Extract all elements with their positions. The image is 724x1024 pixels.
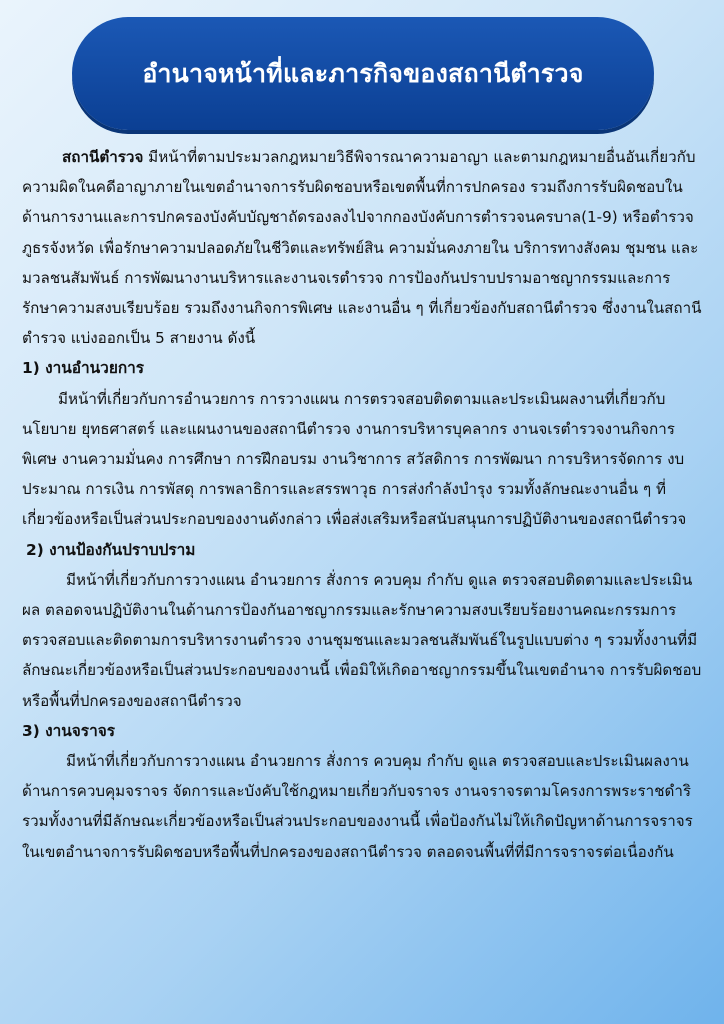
section-3-body: มีหน้าที่เกี่ยวกับการวางแผน อำนวยการ สั่งการ ควบคุม กำกับ ดูแล ตรวจสอบและประเมินผลงานด้านการควบคุมจราจร จัดการและบังคับใช้กฎหมายเกี่ยวกับจราจร งานจราจรตามโครงการพระราชดำริ รวมทั้งงานที่มีลักษณะเกี่ยวข้องหรือเป็นส่วนประกอบของงานนี้ เพื่อป้องกันไม่ให้เกิดปัญหาด้านการจราจร ในเขตอำนาจการรับผิดชอบหรือพื้นที่ปกครองของสถานีตำรวจ ตลอดจนพื้นที่ที่มีการจราจรต่อเนื่องกัน (22, 752, 693, 861)
document-body (22, 142, 706, 867)
page-title: อำนาจหน้าที่และภารกิจของสถานีตำรวจ (142, 58, 584, 88)
section-2-heading: 2) งานป้องกันปราบปราม (26, 540, 196, 559)
section-3-heading: 3) งานจราจร (22, 721, 115, 740)
intro-paragraph (22, 142, 706, 353)
section-1-body: มีหน้าที่เกี่ยวกับการอำนวยการ การวางแผน การตรวจสอบติดตามและประเมินผลงานที่เกี่ยวกับนโยบาย ยุทธศาสตร์ และแผนงานของสถานีตำรวจ งานการบริหารบุคลากร งานจเรตำรวจงานกิจการพิเศษ งานความมั่นคง การศึกษา การฝึกอบรม งานวิชาการ สวัสดิการ การพัฒนา การบริหารจัดการ งบประมาณ การเงิน การพัสดุ การพลาธิการและสรรพาวุธ การส่งกำลังบำรุง รวมทั้งลักษณะงานอื่น ๆ ที่เกี่ยวข้องหรือเป็นส่วนประกอบของงานดังกล่าว เพื่อส่งเสริมหรือสนับสนุนการปฏิบัติงานของสถานีตำรวจ (22, 389, 687, 529)
section-1-heading: 1) งานอำนวยการ (22, 359, 145, 378)
title-banner (72, 17, 654, 130)
section-2-body: มีหน้าที่เกี่ยวกับการวางแผน อำนวยการ สั่งการ ควบคุม กำกับ ดูแล ตรวจสอบติดตามและประเมินผล ตลอดจนปฏิบัติงานในด้านการป้องกันอาชญากรรมและรักษาความสงบเรียบร้อยงานคณะกรรมการตรวจสอบและติดตามการบริหารงานตำรวจ งานชุมชนและมวลชนสัมพันธ์ในรูปแบบต่าง ๆ รวมทั้งงานที่มีลักษณะเกี่ยวข้องหรือเป็นส่วนประกอบของงานนี้ เพื่อมิให้เกิดอาชญากรรมขึ้นในเขตอำนาจ การรับผิดชอบหรือพื้นที่ปกครองของสถานีตำรวจ (22, 570, 702, 710)
intro-text: มีหน้าที่ตามประมวลกฎหมายวิธีพิจารณาความอาญา และตามกฎหมายอื่นอันเกี่ยวกับความผิดในคดีอาญาภายในเขตอำนาจการรับผิดชอบหรือเขตพื้นที่การปกครอง รวมถึงการรับผิดชอบในด้านการงานและการปกครองบังคับบัญชาถัดรองลงไปจากกองบังคับการตำรวจนครบาล(1-9) หรือตำรวจภูธรจังหวัด เพื่อรักษาความปลอดภัยในชีวิตและทรัพย์สิน ความมั่นคงภายใน บริการทางสังคม ชุมชน และมวลชนสัมพันธ์ การพัฒนางานบริหารและงานจเรตำรวจ การป้องกันปราบปรามอาชญากรรมและการรักษาความสงบเรียบร้อย รวมถึงงานกิจการพิเศษ และงานอื่น ๆ ที่เกี่ยวข้องกับสถานีตำรวจ ซึ่งงานในสถานีตำรวจ แบ่งออกเป็น 5 สายงาน ดังนี้ (22, 148, 702, 348)
intro-lead: สถานีตำรวจ (62, 148, 144, 166)
